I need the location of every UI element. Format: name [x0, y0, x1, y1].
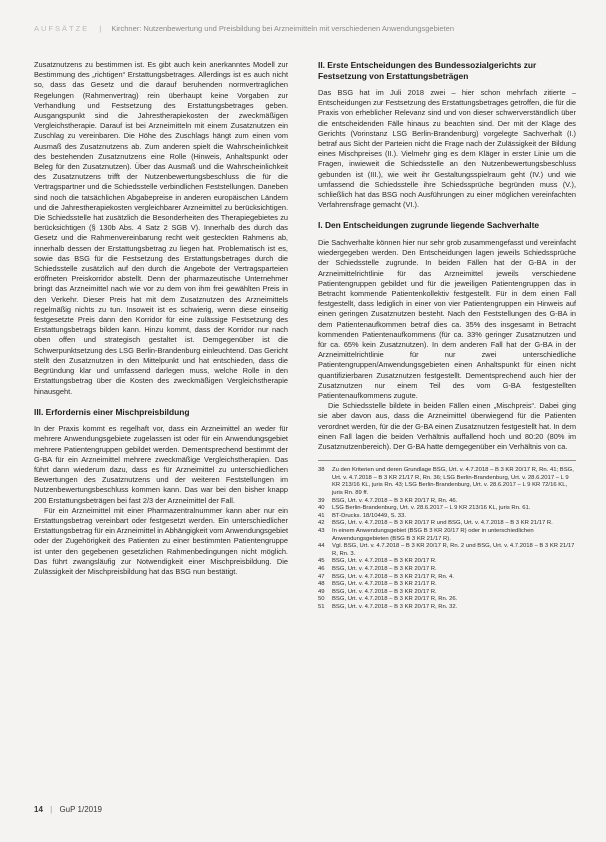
body-paragraph: Das BSG hat im Juli 2018 zwei – hier schon mehrfach zitierte – Entscheidungen zur Festsetzung des Erstattungsbetrages getroffen, die für die Praxis von erheblicher Relevanz sind und von dieser schwerverständlich über die entscheidenden Fälle hinaus zu beachten sind. Der mit der Klage des Gerichts (Vorinstanz LSG Berlin-Brandenburg) vorgelegte Sachverhalt (I.) betraf aus Sicht der Parteien nicht die Frage nach der Zulässigkeit der Bildung eines Mischpreises (II.). Vielmehr ging es dem Kläger in erster Linie um die Fragen, inwieweit die Schiedsstelle an den Nutzenbewertungsbeschluss gebunden ist (III.), wie weit ihr Gestaltungsspielraum geht (IV.) und wie umfassend die Schiedsstelle ihre Schiedssprüche begründen muss (V.), schließlich hat das BSG noch Ausführungen zu einer möglichen vereinfachten Verfahrensfrage gemacht (VI.).	[318, 88, 576, 210]
footnote: 42 BSG, Urt. v. 4.7.2018 – B 3 KR 20/17 R und BSG, Urt. v. 4.7.2018 – B 3 KR 21/17 R.	[318, 520, 553, 527]
footnote: 38 Zu den Kriterien und deren Grundlage BSG, Urt. v. 4.7.2018 – B 3 KR 20/17 R, Rn. 41; BSG, Urt. v. 4.7.2018 – B 3 KR 21/17 R, Rn. 36; LSG Berlin-Brandenburg, Urt. v. 28.6.2017 – L 9 KR 213/16 KL, juris Rn. 43; LSG Berlin-Brandenburg, Urt. v. 28.6.2017 – L 9 KR 72/16 KL, juris Rn. 89 ff.	[318, 467, 574, 496]
body-paragraph: Für ein Arzneimittel mit einer Pharmazentralnummer kann aber nur ein Erstattungsbetrag vereinbart oder festgesetzt werden. Ein unterschiedlicher Erstattungsbetrag für ein Arzneimittel in Abhängigkeit vom Anwendungsgebiet oder der Zugehörigkeit des Patienten zu einer bestimmten Patientengruppe ist unter den gegebenen gesetzlichen Rahmenbedingungen nicht möglich. Das führt zwangsläufig zur Notwendigkeit einer Mischpreisbildung. Die Zulässigkeit der Mischpreisbildung hat das BSG nun bestätigt.	[34, 505, 288, 577]
body-paragraph: Die Sachverhalte können hier nur sehr grob zusammengefasst und vereinfacht wiedergegeben werden. Den Entscheidungen lagen jeweils Schiedssprüche der Schiedsstelle zugrunde. In beiden Fällen hat der G-BA in der Arzneimittelrichtlinie für das Arzneimittel jeweils verschiedene Patientengruppen gebildet und für die jeweiligen Patientengruppen das in Betracht kommende Patientenkollektiv festgestellt. Für in dem einen Fall festgestellt, dass lediglich in einer von vier Patientengruppen ein Hinweis auf einen geringen Zusatznutzen besteht. Nach den Feststellungen des G-BA in dem Patientenaufkommen betraf dies ca. 35% des insgesamt in Betracht kommenden Patientenaufkommens (für ca. 33% geringer Zusatznutzen und für ca. 65% kein Zusatznutzen). In dem anderen Fall hat der G-BA in der Arzneimittelrichtlinie für nur zwei unterschiedliche Patientengruppen/Anwendungsgebieten einen Anhaltspunkt für einen nicht quantifizierbaren Zusatznutzen festgestellt. Dementsprechend auch hier der Zusatznutzen nur einem Teil des vom G-BA festgestellten Patientenaufkommens zugute.	[318, 237, 576, 400]
section-heading-iii: III. Erfordernis einer Mischpreisbildung	[34, 406, 190, 417]
footnote-divider	[318, 460, 576, 461]
journal-issue: GuP 1/2019	[59, 805, 103, 814]
section-label: AUFSÄTZE	[34, 24, 90, 33]
footnote: 45 BSG, Urt. v. 4.7.2018 – B 3 KR 20/17 R.	[318, 558, 437, 565]
footnote: 50 BSG, Urt. v. 4.7.2018 – B 3 KR 20/17 R, Rn. 26.	[318, 596, 458, 603]
running-title: Kirchner: Nutzenbewertung und Preisbildung bei Arzneimitteln mit verschiedenen Anwendungsgebieten	[111, 24, 455, 33]
footnote: 49 BSG, Urt. v. 4.7.2018 – B 3 KR 20/17 R.	[318, 588, 437, 595]
body-paragraph: Die Schiedsstelle bildete in beiden Fällen einen „Mischpreis“. Dabei ging sie aber davon aus, dass die Arzneimittel überwiegend für die Patienten verordnet werden, für die der G-BA einen Zusatznutzen festgestellt hat. In dem einen Fall lagen die beiden Verhältnis auffallend hoch und 80:20 (80% im Zusatznutzenbereich). Der G-BA hatte demgegenüber ein Verhältnis von ca.	[318, 401, 576, 451]
page-footer	[34, 805, 102, 814]
right-column	[318, 60, 576, 611]
footnote: 44 Vgl. BSG, Urt. v. 4.7.2018 – B 3 KR 20/17 R, Rn. 2 und BSG, Urt. v. 4.7.2018 – B 3 KR 21/17 R, Rn. 3.	[318, 543, 575, 557]
footnote: 51 BSG, Urt. v. 4.7.2018 – B 3 KR 20/17 R, Rn. 32.	[318, 603, 458, 610]
body-paragraph: Zusatznutzens zu bestimmen ist. Es gibt auch kein anerkanntes Modell zur Bestimmung des „richtigen“ Erstattungsbetrages. Allerdings ist es auch nicht so, dass das Gesetz und die darauf beruhenden normvertraglichen Regelungen (Rahmenvertrag) rein überhaupt keine Vorgaben zur Verhandlung und Festsetzung des Erstattungsbetrages geben. Ausgangspunkt sind die Jahrestherapiekosten der zweckmäßigen Vergleichstherapie. Darauf ist bei Arzneimitteln mit einem Zusatznutzen ein Zuschlag zu vereinbaren. Die Höhe des Zuschlags hängt zum einen vom Ausmaß des Zusatznutzens ab. Zum anderen spielt die Wahrscheinlichkeit des bestehenden Zusatznutzens eine Rolle (Hinweis, Anhaltspunkt oder Beleg für den Zusatznutzen). Über das Ausmaß und die Wahrscheinlichkeit des Zusatznutzens trifft der Nutzenbewertungsbeschluss die für die Vertragspartner und die Schiedsstelle verbindlichen Feststellungen. Daneben sind noch die tatsächlichen Abgabepreise in anderen europäischen Ländern und die Jahrestherapiekosten vergleichbarer Arzneimittel zu berücksichtigen. Die Schiedsstelle hat zusätzlich die Besonderheiten des Therapiegebietes zu berücksichtigen (§ 130b Abs. 4 Satz 2 SGB V). Innerhalb des durch das Gesetz und die Rahmenvereinbarung recht weit gesteckten Rahmens ab, innerhalb dessen der Erstattungsbetrag zu liegen hat. Problematisch ist es, sowie das BSG für die Festsetzung des Erstattungsbetrages durch die Schiedsstelle zusätzlich auf den durch die Angebote der Vertragsparteien eröffneten Preiskorridor abstellt. Denn der pharmazeutische Unternehmer bringt das Arzneimittel nach wie vor zu dem von ihm frei gewählten Preis in den Verkehr. Dieser Preis hat mit dem Zusatznutzen des Arzneimittels regelmäßig nichts zu tun. Insoweit ist es schwierig, wenn diese einseitig festgesetzte Preis dann den Korridor für eine zulässige Festsetzung des Erstattungsbetrags bilden kann. Hinzu kommt, dass der Korridor nur nach oben offen und strategisch gestaltet ist. Demgegenüber ist die Schwerpunktsetzung des LSG Berlin-Brandenburg einleuchtend. Das Gericht stellt den Zusatznutzen in den Mittelpunkt und hat entschieden, dass die Begründung klar und umfassend darlegen muss, welche Rolle in den Erstattungsbetrag über die Kosten des zweckmäßigen Vergleichstherapie hinausgeht.	[34, 60, 288, 396]
left-column	[34, 60, 288, 577]
running-header	[34, 24, 576, 38]
footnote: 43 In einem Anwendungsgebiet (BSG B 3 KR 20/17 R) oder in unterschiedlichen Anwendungsgebieten (BSG B 3 KR 21/17 R).	[318, 527, 534, 542]
section-heading-ii: II. Erste Entscheidungen des Bundessozialgerichts zur Festsetzung von Erstattungsbeträgen	[318, 60, 537, 81]
footnote: 46 BSG, Urt. v. 4.7.2018 – B 3 KR 20/17 R.	[318, 565, 437, 572]
footnote: 39 BSG, Urt. v. 4.7.2018 – B 3 KR 20/17 R, Rn. 46.	[318, 497, 458, 504]
footnote: 40 LSG Berlin-Brandenburg, Urt. v. 28.6.2017 – L 9 KR 213/16 KL, juris Rn. 61.	[318, 505, 531, 512]
footnote: 41 BT-Drucks. 18/10449, S. 33.	[318, 512, 406, 519]
page-number: 14	[34, 805, 43, 814]
footnotes	[318, 467, 576, 611]
header-separator: |	[99, 24, 102, 33]
body-paragraph: In der Praxis kommt es regelhaft vor, dass ein Arzneimittel an weder für mehrere Anwendungsgebiete zugelassen ist oder für ein Anwendungsgebiet mehrere Patientengruppen gebildet werden. Dementsprechend bestimmt der G-BA für ein Arzneimittel mehrere zweckmäßige Vergleichstherapien. Das führt dann wiederum dazu, dass es für Arzneimittel zu unterschiedlichen Bewertungen des Zusatznutzens und der weiteren Feststellungen im Nutzenbewertungsbeschluss kommen kann. Das war bei den bisher knapp 200 Erstattungsbeträgen bei fast 2/3 der Arzneimittel der Fall.	[34, 424, 288, 505]
footnote: 48 BSG, Urt. v. 4.7.2018 – B 3 KR 21/17 R.	[318, 581, 437, 588]
section-heading-i: I. Den Entscheidungen zugrunde liegende Sachverhalte	[318, 220, 540, 231]
footer-separator: |	[50, 805, 53, 814]
footnote: 47 BSG, Urt. v. 4.7.2018 – B 3 KR 21/17 R, Rn. 4.	[318, 573, 455, 580]
